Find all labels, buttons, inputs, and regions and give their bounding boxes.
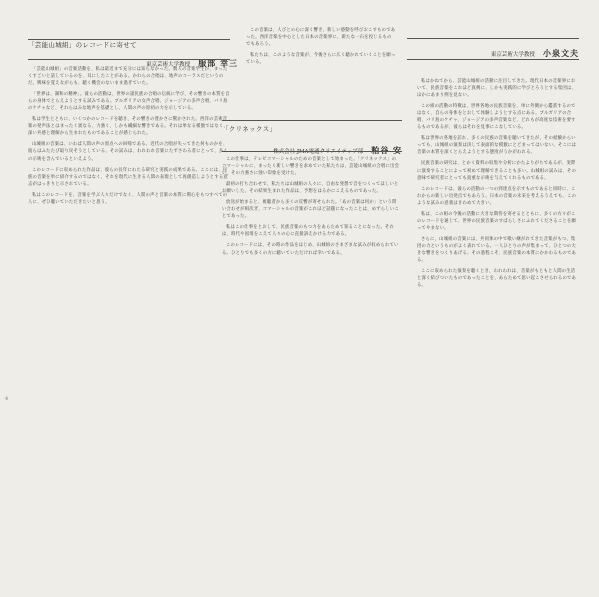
left-paragraph: このレコードに収められた作品は、彼らの長年にわたる研究と実践の成果である。ここには、民族の音楽を単に紹介するのではなく、それを現代に生きる人間の表現として再創造しようとする意志がはっきりと示されている。	[28, 167, 228, 187]
left-byline-affiliation: 東京芸術大学教授	[146, 62, 191, 68]
middle-top-paragraph: 私たちは、このような音楽が、今後さらに広く聴かれていくことを願っている。	[246, 53, 396, 66]
right-article-header	[407, 41, 579, 60]
left-article-body	[28, 66, 230, 578]
middle-paragraph: 最初の打ち合わせで、私たちは山城組の人々に、自由な発想で音をつくってほしいとお願いした。その結果生まれた作品は、予想をはるかにこえるものであった。	[222, 182, 399, 195]
middle-paragraph: この仕事は、テレビコマーシャルのための音楽として始まった。「クリネックス」のコマーシャルに、まったく新しい響きを求めていた私たちは、芸能山城組の合唱に出会い、その力強さに強い印象を受けた。	[222, 157, 400, 177]
left-top-rule	[28, 39, 230, 40]
left-byline-name: 服部 幸三	[198, 58, 238, 68]
middle-top-paragraph: この音楽は、人びとの心に深く響き、新しい感動を呼びおこすものであった。西洋音楽を中心とした日本の音楽界に、新たな一石を投じるものでもあろう。	[246, 28, 396, 48]
middle-top-continuation	[246, 27, 396, 77]
middle-paragraph: このレコードには、その時の作品をはじめ、山城組のさまざまな試みが収められている。ひとりでも多くの方に聴いていただければ幸いである。	[222, 243, 399, 256]
right-paragraph: 民族音楽の研究は、とかく資料の収集や分析にかたよりがちであるが、実際に演奏することによって初めて理解できることも多い。山城組の試みは、その意味で研究者にとっても貴重な示唆を与えてくれるものである。	[417, 161, 577, 181]
right-byline-affiliation: 東京芸術大学教授	[490, 52, 535, 58]
middle-article-byline	[222, 138, 402, 157]
middle-byline-affiliation: 株式会社 JMA電通クリエイティブ部	[273, 149, 364, 155]
right-bottom-rule	[407, 59, 579, 60]
page-number: 4	[5, 396, 9, 402]
middle-article-kicker: 「クリネックス」	[222, 125, 277, 133]
right-paragraph: ここに収められた演奏を聴くとき、われわれは、音楽がもともと人間の生活と深く結びついたものであったことを、あらためて思い起こさせられるのである。	[417, 269, 577, 289]
left-article-kicker: 「芸能山城組」のレコードに寄せて	[28, 41, 137, 49]
right-paragraph: 私は、この組の今後の活動に大きな期待を寄せるとともに、多くの方々がこのレコードを通じて、世界の民族音楽のすばらしさにふれてくださることを願ってやまない。	[417, 211, 577, 231]
right-paragraph: さらに、山城組の音楽には、共同体の中で歌い継がれてきた音楽がもつ、集団の力というものがよく表れている。一人ひとりの声が集まって、ひとつの大きな響きをつくりあげる。その過程こそ、民族音楽の本質にかかわるものである。	[417, 236, 577, 264]
left-paragraph: 「世界は、調和の精神」。彼らの活動は、世界の諸民族の合唱の伝統に学び、その響きの本質を自らの身体でとらえようとする試みである。ブルガリアの女声合唱、ジョージアの多声合唱、バリ島のケチャなど、それらはみな地声を基礎とし、人間の声の原初の力を示している。	[28, 92, 230, 112]
middle-paragraph: 放送が始まると、視聴者から多くの反響が寄せられた。「あの音楽は何か」という問い合わせが相次ぎ、コマーシャルの音楽がこれほど話題になったことは、めずらしいことであった。	[222, 200, 399, 220]
right-byline-name: 小泉文夫	[543, 48, 579, 58]
right-paragraph: このレコードは、彼らの活動の一つの到達点を示すものであると同時に、これからの新しい出発点でもあろう。日本の音楽の未来を考えるうえでも、このような試みの意義はきわめて大きい。	[417, 186, 577, 206]
middle-paragraph: 私はこの仕事をとおして、民族音楽のもつ力をあらためて知ることになった。それは、時代や国境をこえて人々の心に直接訴えかける力である。	[222, 225, 395, 238]
middle-top-rule	[222, 120, 402, 121]
middle-byline-name: 粕谷 安	[371, 145, 402, 155]
right-article-body	[417, 78, 579, 582]
right-paragraph: 私は世界の各地を訪れ、多くの民族の音楽を聴いてきたが、その経験からいっても、山城組の演奏は決して表面的な模倣にとどまってはいない。そこには音楽の本質を深くとらえようとする態度がうかがわれる。	[417, 136, 577, 156]
middle-bottom-rule	[222, 151, 402, 152]
right-top-rule	[407, 38, 579, 39]
middle-article-header	[222, 124, 402, 157]
middle-article-body	[222, 156, 400, 378]
left-paragraph: 私はこのレコードを、音楽を学ぶ人々だけでなく、人間の声と音楽の本質に関心をもつすべての人に、ぜひ聴いていただきたいと思う。	[28, 192, 228, 205]
right-paragraph: 私はかねてから、芸能山城組の活動に注目してきた。現代日本の音楽界において、民族音楽をこれほど真剣に、しかも実践的に学びとろうとする集団は、ほかにあまり例を見ない。	[417, 79, 577, 99]
left-paragraph: 「芸能山城組」の音楽活動を、私は最近まで充分には知らなかった。数人の音楽学生が、まったくすごいと話しているのを、耳にしたことがある。かれらの合唱は、地声のコーラスだというのだ。興味を覚えながらも、聴く機会のないまま過ぎていた。	[28, 67, 228, 87]
left-paragraph: 山城組の音楽は、いわば人間の声の原点への回帰である。近代の合唱が失ってきた何ものかを、彼らはふたたび取り戻そうとしている。その試みは、われわれ音楽にたずさわる者にとって、多くの示唆を含んでいるといえよう。	[28, 142, 228, 162]
left-paragraph: 私は学生とともに、いくつかのレコードを聴き、その響きの豊かさに驚かされた。西洋の芸術音楽の発声法とはまったく異なる、力強く、しかも繊細な響きである。それは単なる模倣ではなく、深い共感と理解から生まれたものであることが感じられた。	[28, 117, 228, 137]
left-bottom-rule	[28, 59, 230, 60]
right-paragraph: この組の活動の特徴は、世界各地の民族音楽を、単に外側から鑑賞するのではなく、自らの身体をとおして体験しようとする点にある。ブルガリアの合唱、バリ島のケチャ、ジョージアの多声音楽など、どれもが高度な技術を要するものであるが、彼らはそれを見事にこなしている。	[417, 104, 576, 131]
